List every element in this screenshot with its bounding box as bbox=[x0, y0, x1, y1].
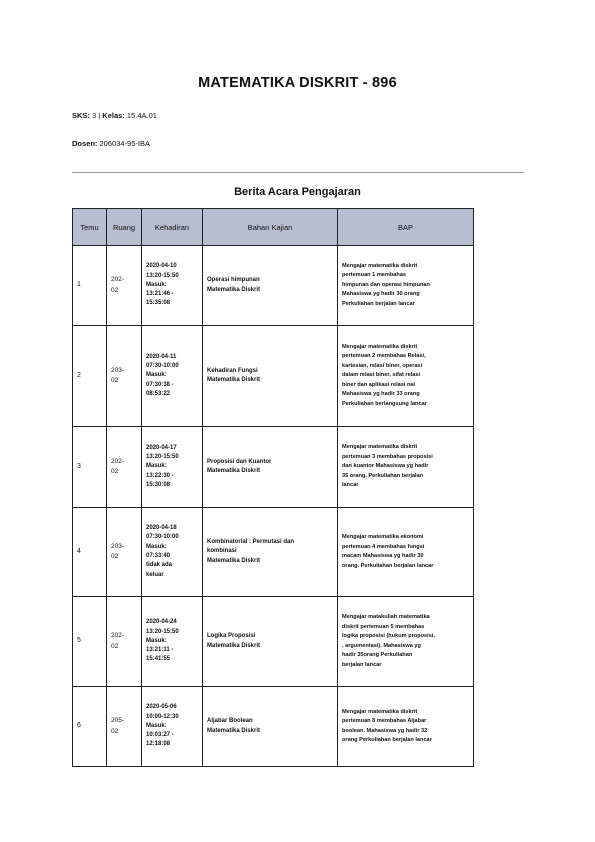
table-row bbox=[73, 687, 474, 767]
dosen-value: 206034-95-IBA bbox=[97, 139, 150, 148]
cell-temu: 4 bbox=[73, 508, 107, 597]
cell-ruang: 205- 02 bbox=[107, 687, 142, 767]
dosen-label: Dosen: bbox=[72, 139, 98, 148]
sks-label: SKS: bbox=[72, 111, 90, 120]
cell-temu: 2 bbox=[73, 326, 107, 427]
table-row bbox=[73, 597, 474, 687]
cell-bap: Mengajar matakuliah matematika diskrit pertemuan 5 membahas logika proposisi (hukum proposisi, , argumentasi). Mahasiswa yg hadir 35orang Perkuliahan berjalan lancar bbox=[338, 597, 474, 687]
cell-temu: 1 bbox=[73, 246, 107, 326]
cell-ruang: 203- 02 bbox=[107, 508, 142, 597]
kelas-value: 15.4A.01 bbox=[124, 111, 157, 120]
header-ruang: Ruang bbox=[107, 209, 142, 246]
course-info bbox=[72, 111, 157, 120]
cell-bap: Mengajar matematika ekonomi pertemuan 4 membahas fungsi macam Mahasiswa yg hadir 30 orang. Perkuliahan berjalan lancar bbox=[338, 508, 474, 597]
cell-bahan-kajian: Proposisi dan Kuantor Matematika Diskrit bbox=[203, 427, 338, 508]
cell-bahan-kajian: Kombinatorial : Permutasi dan kombinasi Matematika Diskrit bbox=[203, 508, 338, 597]
cell-bahan-kajian: Operasi himpunan Matematika Diskrit bbox=[203, 246, 338, 326]
table-header-row bbox=[73, 209, 474, 246]
lecturer-info bbox=[72, 139, 150, 148]
cell-temu: 5 bbox=[73, 597, 107, 687]
header-bahan-kajian: Bahan Kajian bbox=[203, 209, 338, 246]
table-row bbox=[73, 508, 474, 597]
header-temu: Temu bbox=[73, 209, 107, 246]
page-title: MATEMATIKA DISKRIT - 896 bbox=[198, 75, 397, 91]
header-bap: BAP bbox=[338, 209, 474, 246]
cell-kehadiran: 2020-04-18 07:30-10:00 Masuk: 07:33:40 tidak ada keluar bbox=[142, 508, 203, 597]
cell-ruang: 202- 02 bbox=[107, 427, 142, 508]
table-row bbox=[73, 246, 474, 326]
cell-temu: 6 bbox=[73, 687, 107, 767]
cell-bap: Mengajar matematika diskrit pertemuan 8 membahas Aljabar boolean. Mahasiswa yg hadir 32 orang Perkuliahan berjalan lancar bbox=[338, 687, 474, 767]
divider bbox=[72, 172, 524, 173]
sks-value: 3 | bbox=[89, 111, 103, 120]
cell-bap: Mengajar matematika diskrit pertemuan 3 membahas proposisi dan kuantor Mahasiswa yg hadir 35 orang, Perkuliahan berjalan lancar bbox=[338, 427, 474, 508]
teaching-report-table bbox=[72, 208, 474, 767]
cell-kehadiran: 2020-04-24 13:20-15:50 Masuk: 13:21:11 - 15:41:55 bbox=[142, 597, 203, 687]
cell-kehadiran: 2020-04-10 13:20-15:50 Masuk: 13:21:46 - 15:35:08 bbox=[142, 246, 203, 326]
cell-bahan-kajian: Logika Proposisi Matematika Diskrit bbox=[203, 597, 338, 687]
table-row bbox=[73, 427, 474, 508]
header-kehadiran: Kehadiran bbox=[142, 209, 203, 246]
cell-bahan-kajian: Kehadiran Fungsi Matematika Diskrit bbox=[203, 326, 338, 427]
cell-ruang: 202- 02 bbox=[107, 246, 142, 326]
table-row bbox=[73, 326, 474, 427]
cell-bahan-kajian: Aljabar Boolean Matematika Diskrit bbox=[203, 687, 338, 767]
cell-bap: Mengajar matematika diskrit pertemuan 2 membahas Relasi, kartesian, relasi biner, operasi dalam relasi biner, sifat relasi biner dan aplikasi relasi nal Mahasiswa yg hadir 33 orang Perkuliahan berlangsung lancar bbox=[338, 326, 474, 427]
cell-temu: 3 bbox=[73, 427, 107, 508]
cell-kehadiran: 2020-04-17 13:20-15:50 Masuk: 13:22:30 - 15:30:08 bbox=[142, 427, 203, 508]
cell-kehadiran: 2020-05-06 10:00-12:30 Masuk: 10:03:27 - 12:18:08 bbox=[142, 687, 203, 767]
section-title: Berita Acara Pengajaran bbox=[234, 186, 361, 198]
cell-kehadiran: 2020-04-11 07:30-10:00 Masuk: 07:30:38 - 08:53:22 bbox=[142, 326, 203, 427]
kelas-label: Kelas: bbox=[102, 111, 125, 120]
cell-bap: Mengajar matematika diskrit pertemuan 1 membahas himpunan dan operasi himpunan Mahasiswa yg hadir 30 orang Perkuliahan berjalan lancar bbox=[338, 246, 474, 326]
cell-ruang: 202- 02 bbox=[107, 597, 142, 687]
cell-ruang: 203- 02 bbox=[107, 326, 142, 427]
